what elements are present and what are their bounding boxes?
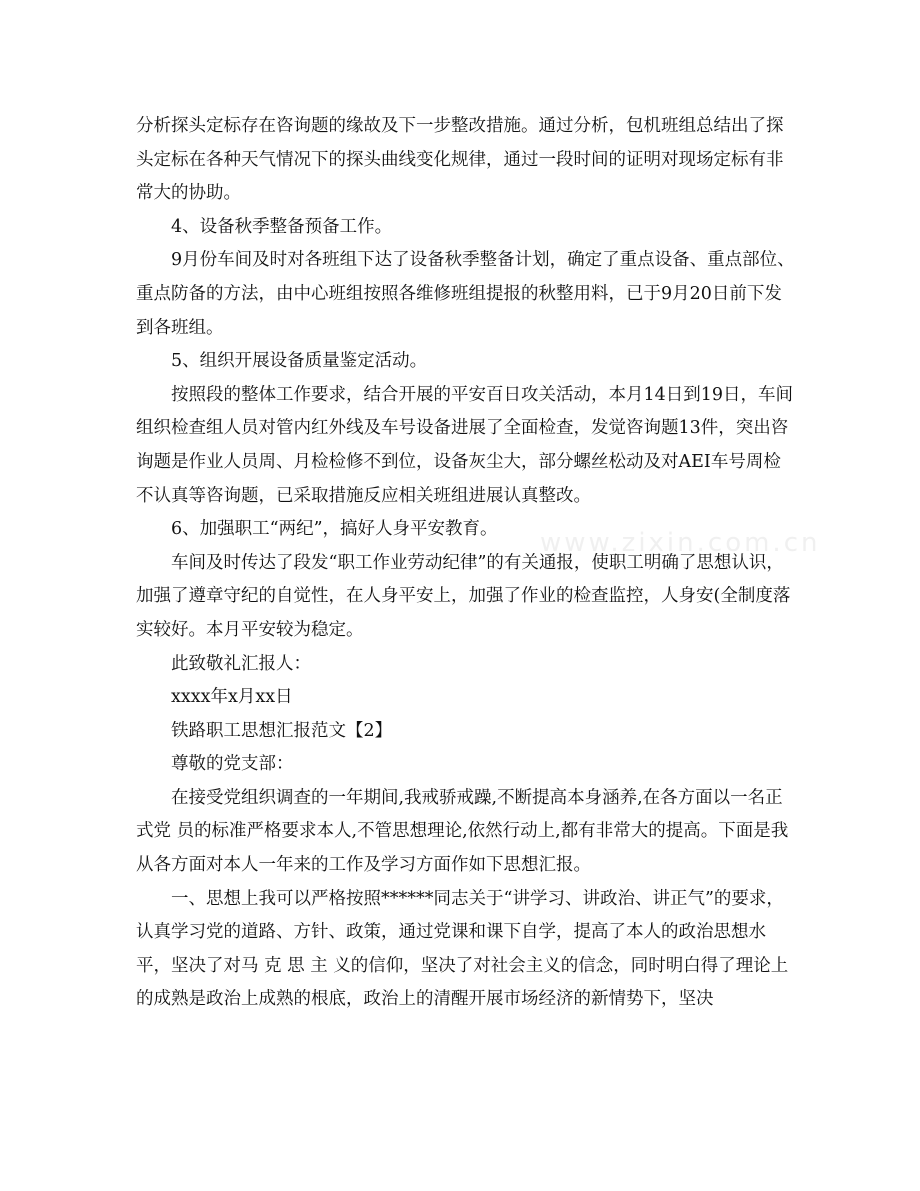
watermark-text: www.zixin.com.cn (540, 528, 821, 558)
document-body (136, 110, 796, 1017)
paragraph-intro: 在接受党组织调查的一年期间,我戒骄戒躁,不断提高本身涵养,在各方面以一名正式党 员的标准严格要求本人,不管思想理论,依然行动上,都有非常大的提高。下面是我从各方面对本人一年来的工作及学习方面作如下思想汇报。 (136, 787, 789, 876)
paragraph-ideology: 一、思想上我可以严格按照******同志关于“讲学习、讲政治、讲正气”的要求，认真学习党的道路、方针、政策，通过党课和课下自学，提高了本人的政治思想水平，坚决了对马 克 思 主 义的信仰，坚决了对社会主义的信念，同时明白得了理论上的成熟是政治上成熟的根底，政治上的清醒开展市场经济的新情势下，坚决 (136, 888, 789, 1010)
heading-item-5: 5、组织开展设备质量鉴定活动。 (171, 351, 428, 372)
paragraph-safety-education: 车间及时传达了段发“职工作业劳动纪律”的有关通报，使职工明确了思想认识，加强了遵章守纪的自觉性，在人身平安上，加强了作业的检查监控，人身安(全制度落实较好。本月平安较为稳定。 (136, 552, 791, 640)
paragraph-analysis: 分析探头定标存在咨询题的缘故及下一步整改措施。通过分析，包机班组总结出了探头定标在各种天气情况下的探头曲线变化规律，通过一段时间的证明对现场定标有非常大的协助。 (136, 116, 784, 204)
heading-item-4: 4、设备秋季整备预备工作。 (171, 216, 393, 237)
closing-salutation: 此致敬礼汇报人： (171, 653, 311, 674)
greeting: 尊敬的党支部： (171, 754, 294, 775)
report-date: xxxx年x月xx日 (171, 687, 293, 708)
paragraph-autumn-maintenance: 9月份车间及时对各班组下达了设备秋季整备计划，确定了重点设备、重点部位、重点防备的方法，由中心班组按照各维修班组提报的秋整用料，已于9月20日前下发到各班组。 (136, 250, 795, 338)
heading-item-6: 6、加强职工“两纪”，搞好人身平安教育。 (171, 519, 498, 540)
paragraph-quality-inspection: 按照段的整体工作要求，结合开展的平安百日攻关活动，本月14日到19日，车间组织检查组人员对管内红外线及车号设备进展了全面检查，发觉咨询题13件，突出咨询题是作业人员周、月检检修不到位，设备灰尘大，部分螺丝松动及对AEI车号周检不认真等咨询题，已采取措施反应相关班组进展认真整改。 (136, 384, 794, 506)
section-title: 铁路职工思想汇报范文【2】 (171, 720, 393, 741)
